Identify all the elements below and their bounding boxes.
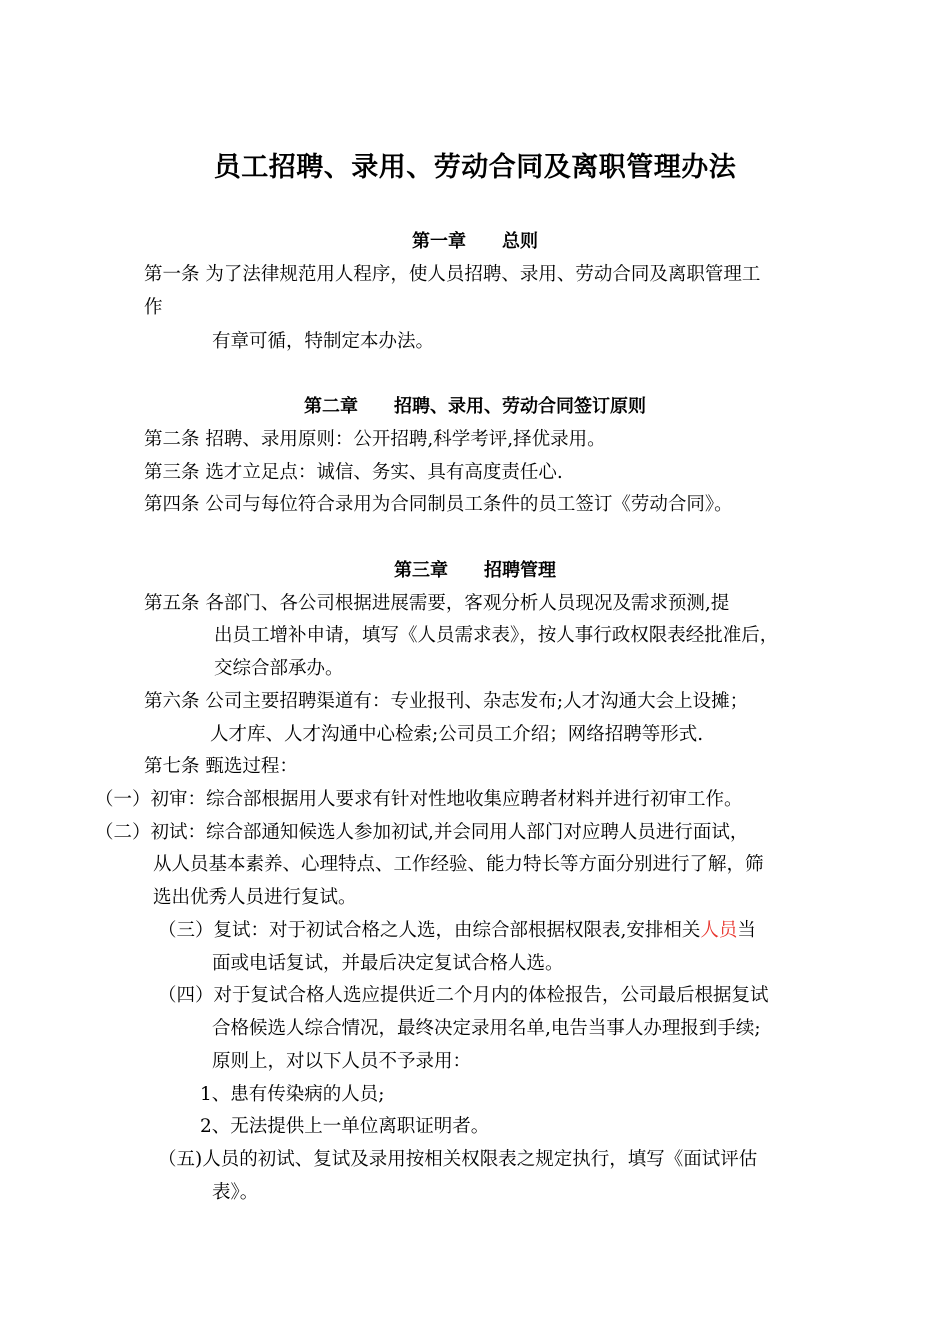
step-2 — [95, 821, 748, 845]
step-text: 复试：对于初试合格之人选，由综合部根据权限表,安排相关 — [213, 920, 701, 941]
step-2-line-3: 选出优秀人员进行复试。 — [153, 887, 357, 908]
article-6 — [144, 690, 748, 714]
article-1-line-2: 作 — [144, 297, 163, 318]
step-text: 人员的初试、复试及录用按相关权限表之规定执行，填写《面试评估 — [202, 1149, 758, 1170]
step-4-line-3: 原则上，对以下人员不予录用： — [212, 1051, 472, 1072]
article-text: 选才立足点：诚信、务实、具有高度责任心. — [205, 462, 563, 483]
step-1 — [95, 788, 743, 812]
step-text: 对于复试合格人选应提供近二个月内的体检报告，公司最后根据复试 — [213, 985, 769, 1006]
chapter-2-heading — [0, 395, 950, 419]
chapter-1-heading — [0, 230, 950, 254]
step-5-line-2: 表》。 — [212, 1182, 259, 1203]
step-text: 初试：综合部通知候选人参加初试,并会同用人部门对应聘人员进行面试， — [150, 822, 749, 843]
article-label: 第一条 — [144, 264, 200, 285]
article-5 — [144, 592, 729, 616]
step-2-line-2: 从人员基本素养、心理特点、工作经验、能力特长等方面分别进行了解，筛 — [153, 854, 764, 875]
step-label: （五) — [158, 1149, 203, 1170]
article-text: 甄选过程： — [205, 756, 298, 777]
chapter-3-heading — [0, 559, 950, 583]
step-text-end: 当 — [737, 920, 756, 941]
list-item-1: 1、患有传染病的人员; — [200, 1084, 385, 1105]
chapter-name: 总则 — [502, 231, 538, 252]
article-label: 第三条 — [144, 462, 200, 483]
article-label: 第七条 — [144, 756, 200, 777]
article-text: 招聘、录用原则：公开招聘,科学考评,择优录用。 — [205, 429, 606, 450]
article-5-line-2: 出员工增补申请，填写《人员需求表》，按人事行政权限表经批准后， — [214, 625, 779, 646]
article-label: 第四条 — [144, 494, 200, 515]
article-3 — [144, 461, 563, 485]
step-label: （二） — [95, 822, 151, 843]
article-1-line-3: 有章可循，特制定本办法。 — [212, 331, 435, 352]
step-text: 初审：综合部根据用人要求有针对性地收集应聘者材料并进行初审工作。 — [150, 789, 743, 810]
article-5-line-3: 交综合部承办。 — [214, 658, 344, 679]
chapter-number: 第二章 — [304, 396, 358, 417]
highlighted-text: 人员 — [700, 920, 738, 941]
article-label: 第五条 — [144, 593, 200, 614]
step-3 — [158, 919, 756, 943]
step-label: （三） — [158, 920, 214, 941]
step-5 — [158, 1148, 757, 1172]
article-7 — [144, 755, 298, 779]
article-text: 为了法律规范用人程序，使人员招聘、录用、劳动合同及离职管理工 — [205, 264, 761, 285]
document-title: 员工招聘、录用、劳动合同及离职管理办法 — [213, 152, 737, 183]
article-text: 公司主要招聘渠道有：专业报刊、杂志发布;人才沟通大会上设摊； — [205, 691, 749, 712]
article-text: 各部门、各公司根据进展需要，客观分析人员现况及需求预测,提 — [205, 593, 730, 614]
step-3-line-2: 面或电话复试，并最后决定复试合格人选。 — [212, 953, 564, 974]
article-2 — [144, 428, 606, 452]
chapter-name: 招聘、录用、劳动合同签订原则 — [394, 396, 646, 417]
article-label: 第六条 — [144, 691, 200, 712]
step-4 — [158, 984, 769, 1008]
step-label: （四） — [158, 985, 214, 1006]
article-6-line-2: 人才库、人才沟通中心检索;公司员工介绍；网络招聘等形式. — [210, 724, 704, 745]
article-1 — [144, 263, 760, 287]
article-text: 公司与每位符合录用为合同制员工条件的员工签订《劳动合同》。 — [205, 494, 733, 515]
step-label: （一） — [95, 789, 151, 810]
article-4 — [144, 493, 733, 517]
chapter-number: 第三章 — [394, 560, 448, 581]
chapter-number: 第一章 — [412, 231, 466, 252]
article-label: 第二条 — [144, 429, 200, 450]
chapter-name: 招聘管理 — [484, 560, 556, 581]
step-4-line-2: 合格候选人综合情况，最终决定录用名单,电告当事人办理报到手续; — [212, 1018, 761, 1039]
list-item-2: 2、无法提供上一单位离职证明者。 — [200, 1116, 490, 1137]
